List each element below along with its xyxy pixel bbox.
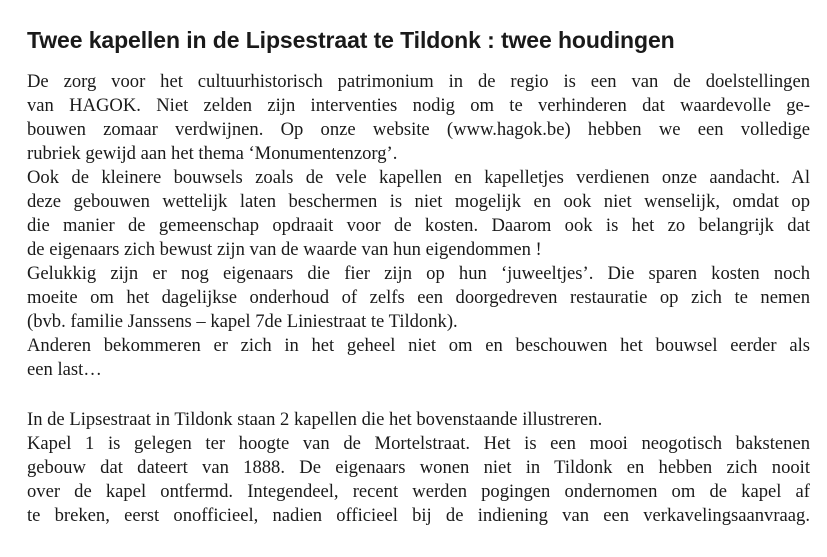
paragraph-line: van HAGOK. Niet zelden zijn interventies nodig om te verhinderen dat waardevolle ge- bbox=[27, 95, 810, 116]
paragraph-line: Kapel 1 is gelegen ter hoogte van de Mortelstraat. Het is een mooi neogotisch bakstenen bbox=[27, 433, 810, 454]
paragraph-line: bouwen zomaar verdwijnen. Op onze website (www.hagok.be) hebben we een volledige bbox=[27, 119, 810, 140]
paragraph-line: die manier de gemeenschap opdraait voor de kosten. Daarom ook is het zo belangrijk dat bbox=[27, 215, 810, 236]
article-title: Twee kapellen in de Lipsestraat te Tildonk : twee houdingen bbox=[27, 27, 675, 53]
paragraph-line: deze gebouwen wettelijk laten beschermen is niet mogelijk en ook niet wenselijk, omdat op bbox=[27, 191, 810, 212]
paragraph-line: een last… bbox=[27, 359, 102, 380]
paragraph-line: Gelukkig zijn er nog eigenaars die fier zijn op hun ‘juweeltjes’. Die sparen kosten noch bbox=[27, 263, 810, 284]
paragraph-line: moeite om het dagelijkse onderhoud of zelfs een doorgedreven restauratie op zich te nemen bbox=[27, 287, 810, 308]
paragraph-line: In de Lipsestraat in Tildonk staan 2 kapellen die het bovenstaande illustreren. bbox=[27, 409, 603, 430]
paragraph-line: (bvb. familie Janssens – kapel 7de Liniestraat te Tildonk). bbox=[27, 311, 458, 332]
paragraph-line: rubriek gewijd aan het thema ‘Monumentenzorg’. bbox=[27, 143, 398, 164]
paragraph-line: de eigenaars zich bewust zijn van de waarde van hun eigendommen ! bbox=[27, 239, 542, 260]
paragraph-line: Ook de kleinere bouwsels zoals de vele kapellen en kapelletjes verdienen onze aandacht. Al bbox=[27, 167, 810, 188]
paragraph-line: Anderen bekommeren er zich in het geheel niet om en beschouwen het bouwsel eerder als bbox=[27, 335, 810, 356]
paragraph-line: over de kapel ontfermd. Integendeel, recent werden pogingen ondernomen om de kapel af bbox=[27, 481, 810, 502]
paragraph-line: De zorg voor het cultuurhistorisch patrimonium in de regio is een van de doelstellingen bbox=[27, 71, 810, 92]
paragraph-line: gebouw dat dateert van 1888. De eigenaars wonen niet in Tildonk en hebben zich nooit bbox=[27, 457, 810, 478]
paragraph-line: te breken, eerst onofficieel, nadien officieel bij de indiening van een verkavelingsaanvraag. bbox=[27, 505, 810, 526]
